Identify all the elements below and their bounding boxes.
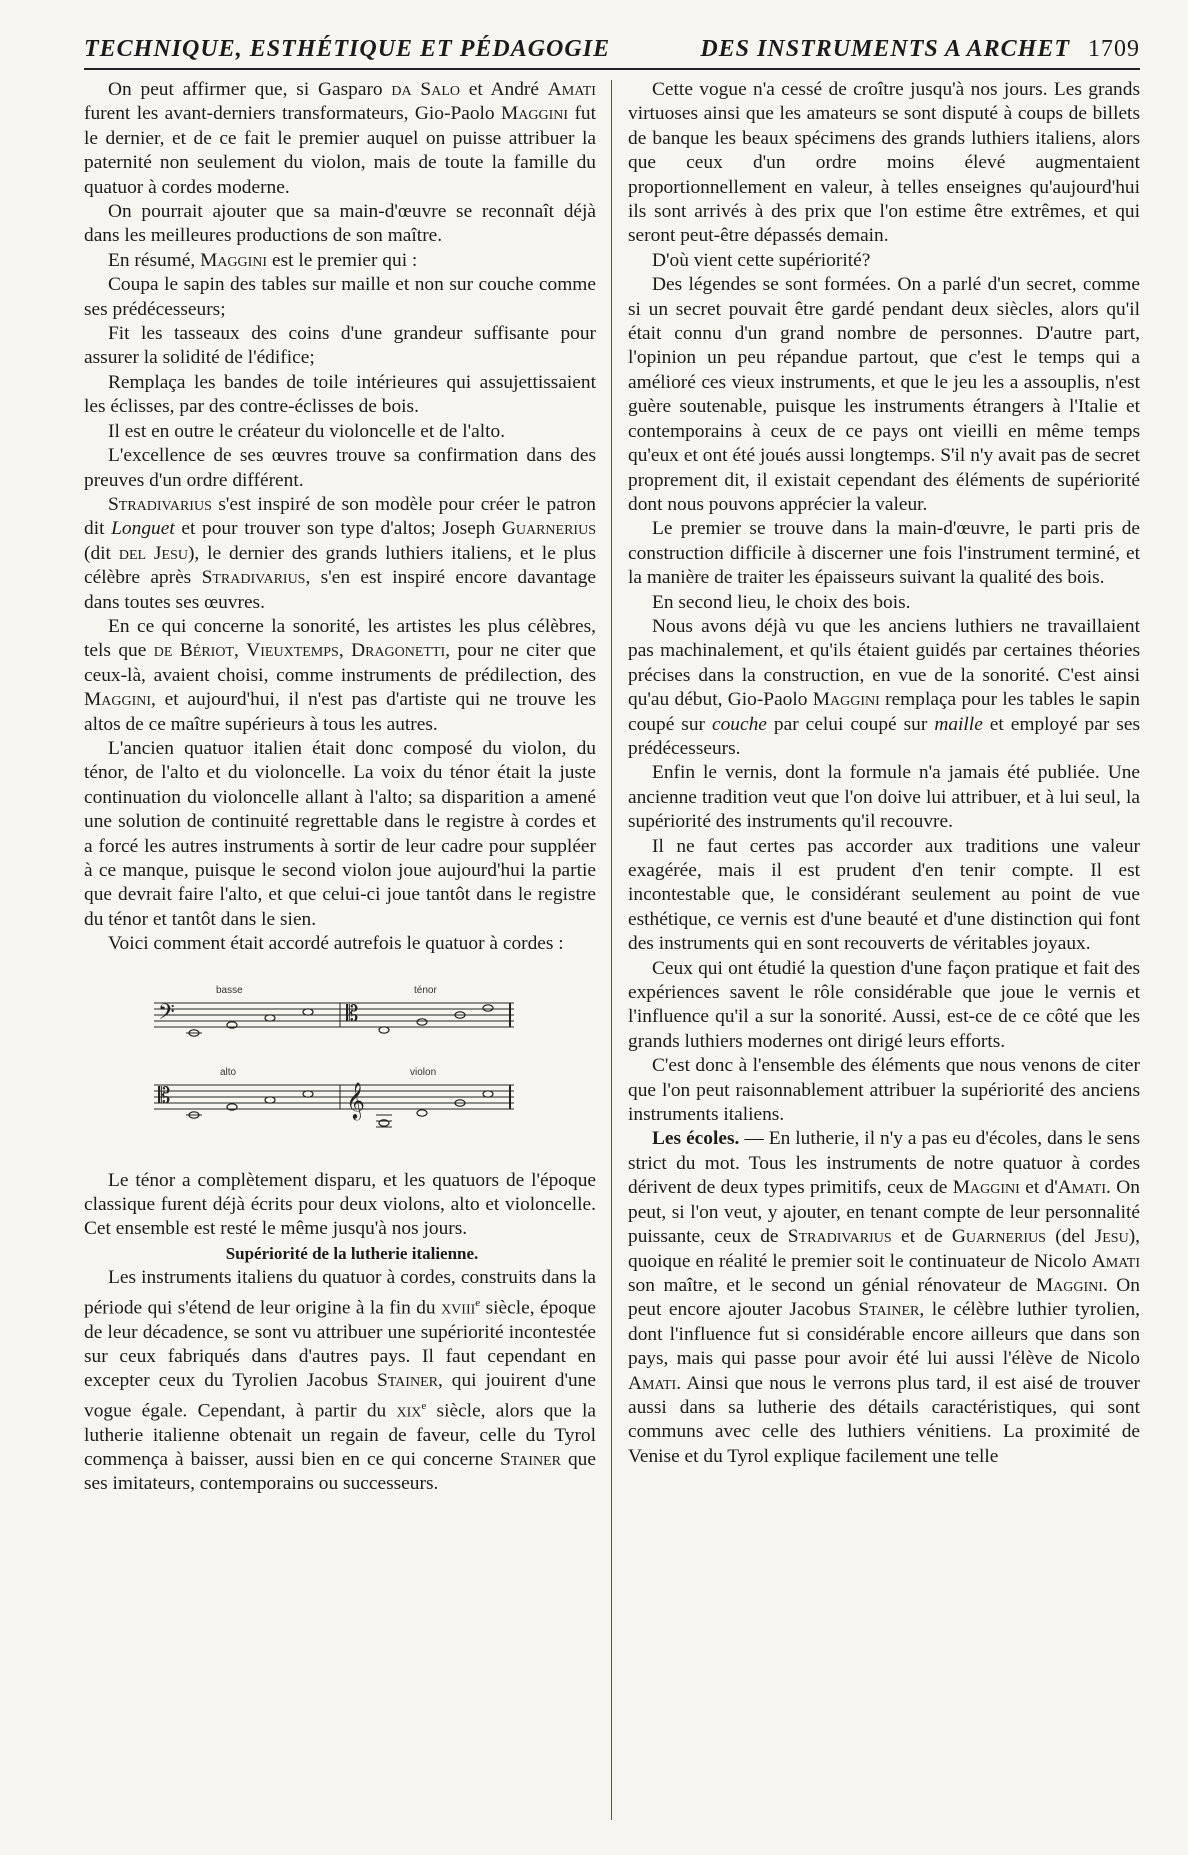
- run-in-heading: Les écoles.: [652, 1128, 740, 1150]
- paragraph: On pourrait ajouter que sa main-d'œuvre se reconnaît déjà dans les meilleures productions de son maître.: [84, 201, 596, 247]
- paragraph-les-ecoles: Les écoles. — En lutherie, il n'y a pas eu d'écoles, dans le sens strict du mot. Tous les instruments de notre quatuor à cordes dérivent de deux types primitifs, ceux de Maggini et d'Amati. On peut, si l'on veut, y ajouter, en tenant compte de leur personnalité puissante, ceux de Stradivarius et de Guarnerius (del Jesu), quoique en réalité le premier soit le continuateur de Nicolo Amati son maître, et le second un génial rénovateur de Maggini. On peut encore ajouter Jacobus Stainer, le célèbre luthier tyrolien, dont l'influence fut si considérable encore ailleurs que dans son pays, mais qui passe pour avoir été lui aussi l'élève de Nicolo Amati. Ainsi que nous le verrons plus tard, il est aisé de trouver aussi dans sa lutherie des détails caractéristiques, qui sont communs avec celle des luthiers vénitiens. La proximité de Venise et du Tyrol explique facilement une telle: [628, 1128, 1141, 1467]
- paragraph: Les instruments italiens du quatuor à cordes, construits dans la période qui s'étend de leur origine à la fin du xviii$^e$ siècle, époque de leur décadence, se sont vu attribuer une supériorité incontestée sur ceux fabriqués dans d'autres pays. Il faut cependant en excepter ceux du Tyrolien Jacobus Stainer, qui jouirent d'une vogue égale. Cependant, à partir du xix$^e$ siècle, alors que la lutherie italienne obtenait un regain de faveur, celle du Tyrol commença à baisser, aussi bien en ce qui concerne Stainer que ses imitateurs, contemporains ou successeurs.: [84, 1267, 596, 1495]
- label-alto: alto: [220, 1066, 237, 1078]
- tuning-notation-figure: [84, 963, 596, 1159]
- header-right-title: DES INSTRUMENTS A ARCHET: [700, 36, 1070, 62]
- column-divider: [611, 80, 612, 1820]
- paragraph: Il est en outre le créateur du violoncelle et de l'alto.: [108, 420, 506, 442]
- label-violon: violon: [410, 1066, 437, 1078]
- paragraph: En résumé, Maggini est le premier qui :: [108, 249, 418, 271]
- page-number: 1709: [1088, 36, 1140, 62]
- paragraph: Remplaça les bandes de toile intérieures qui assujettissaient les éclisses, par des contre-éclisses de bois.: [84, 371, 596, 418]
- running-header: [84, 34, 1140, 70]
- paragraph: Cette vogue n'a cessé de croître jusqu'à nos jours. Les grands virtuoses ainsi que les amateurs se sont disputé à coups de billets de banque les beaux spécimens des grands luthiers italiens, alors que ceux d'un ordre moins élevé augmentaient proportionnellement en valeur, à telles enseignes qu'aujourd'hui ils sont arrivés à des prix que l'on estime être extrêmes, et qui seront peut-être dépassés demain.: [628, 79, 1140, 247]
- staff-notation: [84, 963, 596, 1159]
- paragraph: Enfin le vernis, dont la formule n'a jamais été publiée. Une ancienne tradition veut que l'on doive lui attribuer, et à lui seul, la supériorité des instruments qu'il recouvre.: [628, 762, 1140, 833]
- paragraph: Fit les tasseaux des coins d'une grandeur suffisante pour assurer la solidité de l'édifice;: [84, 323, 596, 369]
- svg-text:𝄞: 𝄞: [346, 1081, 365, 1118]
- paragraph: En ce qui concerne la sonorité, les artistes les plus célèbres, tels que de Bériot, Vieuxtemps, Dragonetti, pour ne citer que ceux-là, avaient choisi, comme instruments de prédilection, des Maggini, et aujourd'hui, il n'est pas d'artiste qui ne trouve les altos de ce maître supérieurs à tous les autres.: [84, 615, 596, 735]
- left-column: [84, 78, 596, 1497]
- right-column: [628, 78, 1140, 1469]
- paragraph: L'ancien quatuor italien était donc composé du violon, du ténor, de l'alto et du violoncelle. La voix du ténor était la juste continuation du violoncelle allant à l'alto; sa disparition a amené une solution de continuité regrettable dans le registre à cordes et a forcé les autres instruments à sortir de leur cadre pour suppléer à ce manque, puisque le second violon joue aujourd'hui la partie que devrait faire l'alto, et que celui-ci joue tantôt dans le registre du ténor et tantôt dans le sien.: [84, 737, 596, 930]
- paragraph: Stradivarius s'est inspiré de son modèle pour créer le patron dit Longuet et pour trouver son type d'altos; Joseph Guarnerius (dit del Jesu), le dernier des grands luthiers italiens, et le plus célèbre après Stradivarius, s'en est inspiré encore davantage dans toutes ses œuvres.: [84, 493, 597, 613]
- paragraph: En second lieu, le choix des bois.: [652, 591, 911, 613]
- paragraph: Voici comment était accordé autrefois le quatuor à cordes :: [108, 933, 564, 955]
- paragraph: Des légendes se sont formées. On a parlé d'un secret, comme si un secret pouvait être gardé pendant deux siècles, alors qu'il était connu d'un grand nombre de personnes. D'autre part, l'opinion un peu répandue partout, que c'est le temps qui a amélioré ces vieux instruments, et que le jeu les a assouplis, n'est guère soutenable, puisque les instruments étrangers à l'Italie et contemporains à ceux de ce pays ont vieilli en même temps qu'eux et ont été joués aussi longtemps. S'il n'y avait pas de secret proprement dit, il existait cependant des éléments de supériorité dont nous pouvons apprécier la valeur.: [628, 274, 1140, 515]
- paragraph: D'où vient cette supériorité?: [652, 249, 871, 271]
- label-basse: basse: [216, 984, 243, 996]
- paragraph: Nous avons déjà vu que les anciens luthiers ne travaillaient pas machinalement, et qu'ils étaient guidés par certaines théories précises dans la construction, en vue de la sonorité. C'est ainsi qu'au début, Gio-Paolo Maggini remplaça pour les tables le sapin coupé sur couche par celui coupé sur maille et employé par ses prédécesseurs.: [628, 615, 1140, 759]
- paragraph: Le ténor a complètement disparu, et les quatuors de l'époque classique furent déjà écrits pour deux violons, alto et violoncelle. Cet ensemble est resté le même jusqu'à nos jours.: [84, 1169, 596, 1240]
- svg-text:𝄡: 𝄡: [346, 1000, 359, 1026]
- label-tenor: ténor: [414, 984, 437, 996]
- header-left-title: TECHNIQUE, ESTHÉTIQUE ET PÉDAGOGIE: [84, 36, 611, 62]
- section-heading: Supériorité de la lutherie italienne.: [225, 1243, 479, 1263]
- paragraph: Ceux qui ont étudié la question d'une façon pratique et fait des expériences savent le rôle considérable que joue le vernis et l'influence qu'il a sur la sonorité. Aussi, est-ce de ce côté que les grands luthiers modernes ont dirigé leurs efforts.: [628, 957, 1140, 1052]
- paragraph: Coupa le sapin des tables sur maille et non sur couche comme ses prédécesseurs;: [84, 274, 596, 320]
- paragraph: L'excellence de ses œuvres trouve sa confirmation dans des preuves d'un ordre différent.: [84, 445, 596, 491]
- paragraph: C'est donc à l'ensemble des éléments que nous venons de citer que l'on peut raisonnablement attribuer la supériorité des anciens instruments italiens.: [628, 1055, 1140, 1126]
- paragraph: Il ne faut certes pas accorder aux traditions une valeur exagérée, mais il est prudent d'en tenir compte. Il est incontestable que, le considérant seulement au point de vue esthétique, ce vernis est d'une beauté et d'une distinction qui font des instruments qui en sont recouverts de véritables joyaux.: [628, 835, 1140, 955]
- svg-text:𝄡: 𝄡: [158, 1082, 171, 1108]
- svg-text:𝄢: 𝄢: [158, 999, 175, 1029]
- paragraph: Le premier se trouve dans la main-d'œuvre, le parti pris de construction difficile à discerner une fois l'instrument terminé, et la manière de traiter les épaisseurs suivant la qualité des bois.: [628, 518, 1140, 589]
- paragraph: On peut affirmer que, si Gasparo da Salo et André Amati furent les avant-derniers transformateurs, Gio-Paolo Maggini fut le dernier, et de ce fait le premier auquel on puisse attribuer la paternité non seulement du violon, mais de toute la famille du quatuor à cordes moderne.: [84, 79, 596, 198]
